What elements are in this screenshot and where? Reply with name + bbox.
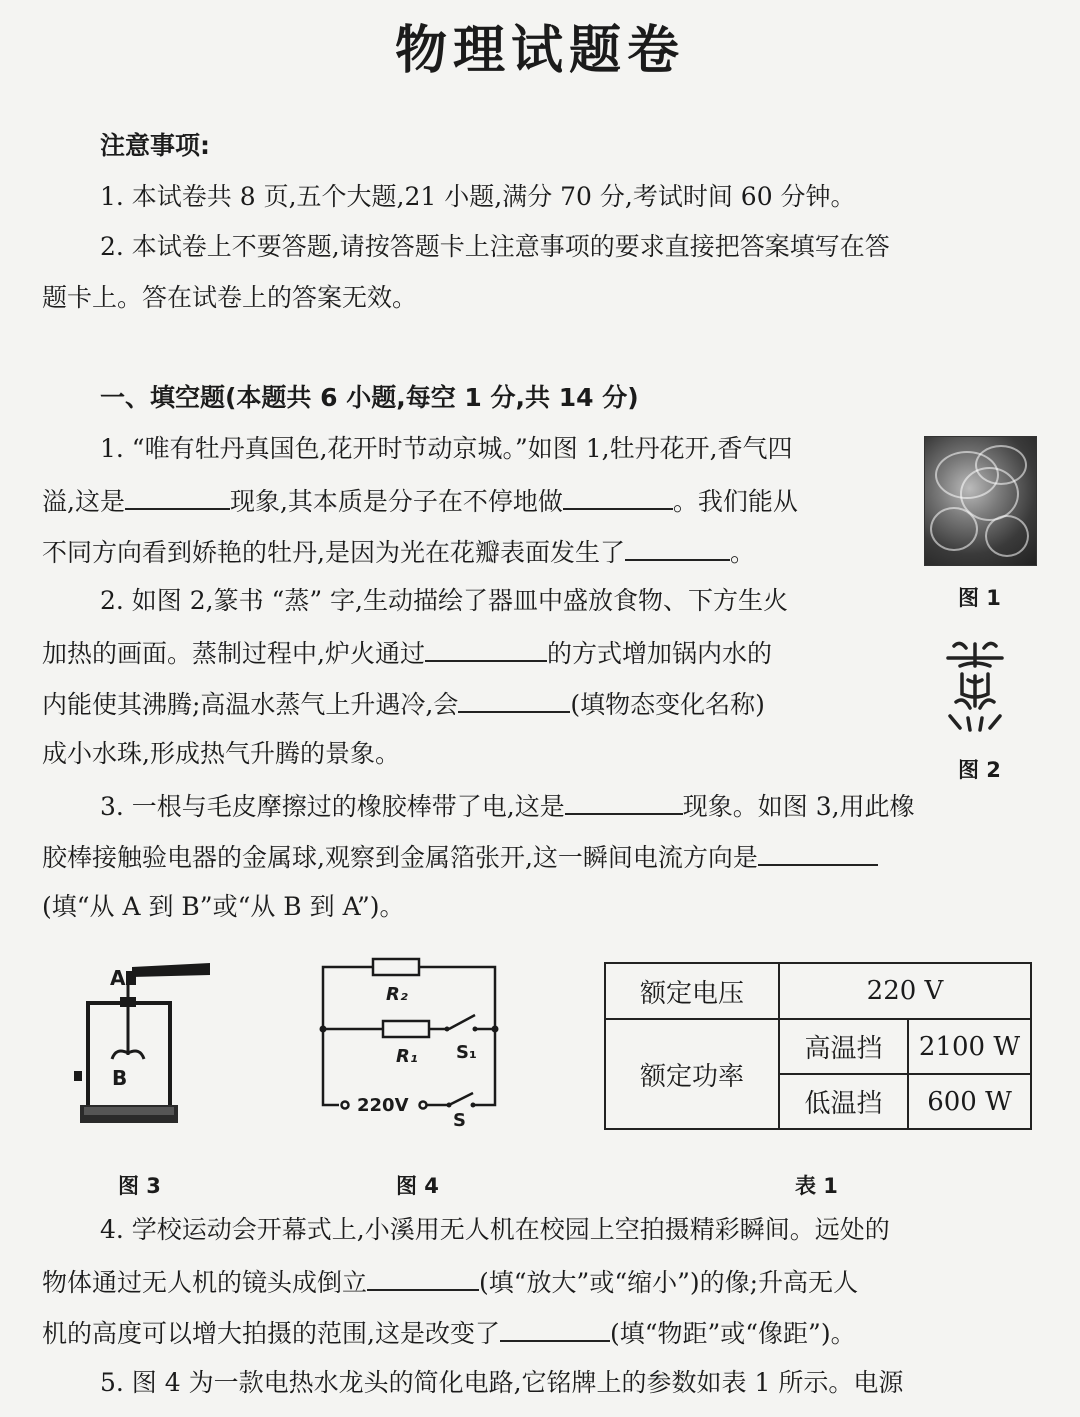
q1-line-3 (42, 535, 755, 569)
q1-text: 。我们能从 (672, 487, 798, 516)
section-heading: 一、填空题(本题共 6 小题,每空 1 分,共 14 分) (100, 383, 639, 412)
answer-blank[interactable] (500, 1316, 610, 1342)
figure-1-caption: 图 1 (958, 586, 1001, 610)
q4-line-1: 4. 学校运动会开幕式上,小溪用无人机在校园上空拍摄精彩瞬间。远处的 (100, 1215, 890, 1244)
q2-text: 的方式增加锅内水的 (546, 639, 772, 668)
q3-text: 胶棒接触验电器的金属球,观察到金属箔张开,这一瞬间电流方向是 (42, 843, 758, 872)
low-setting-value: 600 W (908, 1074, 1031, 1129)
q4-text: (填“放大”或“缩小”)的像;升高无人 (479, 1268, 859, 1297)
fig3-label-b: B (112, 1066, 128, 1090)
answer-blank[interactable] (625, 535, 730, 561)
q3-text: 现象。如图 3,用此橡 (682, 792, 915, 821)
table-1-caption: 表 1 (795, 1174, 838, 1198)
q2-line-1: 2. 如图 2,篆书 “蒸” 字,生动描绘了器皿中盛放食物、下方生火 (100, 586, 789, 615)
q4-text: 机的高度可以增大拍摄的范围,这是改变了 (42, 1319, 500, 1348)
page-title: 物理试题卷 (394, 21, 685, 81)
q2-line-4: 成小水珠,形成热气升腾的景象。 (42, 739, 400, 768)
high-setting-value: 2100 W (908, 1019, 1031, 1074)
figure-2-caption: 图 2 (958, 758, 1001, 782)
peony-photo (924, 436, 1037, 566)
fig3-label-a: A (110, 966, 126, 990)
fig4-label-s: S (453, 1110, 466, 1131)
fig4-label-s1: S₁ (456, 1042, 477, 1063)
q2-text: 内能使其沸腾;高温水蒸气上升遇冷,会 (42, 690, 459, 719)
spec-table (604, 962, 1032, 1130)
fig4-label-r1: R₁ (396, 1046, 418, 1067)
figure-4-caption: 图 4 (396, 1174, 439, 1198)
q2-text: (填物态变化名称) (570, 690, 765, 719)
notes-heading: 注意事项: (100, 131, 210, 160)
q4-text: (填“物距”或“像距”)。 (609, 1319, 856, 1348)
answer-blank[interactable] (425, 636, 547, 662)
rated-power-label: 额定功率 (605, 1019, 779, 1129)
answer-blank[interactable] (563, 484, 673, 510)
rated-voltage-value: 220 V (779, 963, 1031, 1019)
q4-line-3 (42, 1316, 856, 1350)
q2-line-2 (42, 636, 772, 670)
q5-line-1: 5. 图 4 为一款电热水龙头的简化电路,它铭牌上的参数如表 1 所示。电源 (100, 1368, 904, 1397)
q3-line-3: (填“从 A 到 B”或“从 B 到 A”)。 (42, 892, 405, 921)
answer-blank[interactable] (758, 840, 878, 866)
notes-item-1: 1. 本试卷共 8 页,五个大题,21 小题,满分 70 分,考试时间 60 分钟。 (100, 182, 856, 211)
fig4-label-r2: R₂ (386, 984, 408, 1005)
q1-line-2 (42, 484, 798, 518)
q4-text: 物体通过无人机的镜头成倒立 (42, 1268, 368, 1297)
q1-text: 溢,这是 (42, 487, 125, 516)
answer-blank[interactable] (458, 687, 570, 713)
q2-text: 加热的画面。蒸制过程中,炉火通过 (42, 639, 425, 668)
fig4-label-voltage: 220V (357, 1095, 409, 1116)
q1-text: 不同方向看到娇艳的牡丹,是因为光在花瓣表面发生了 (42, 538, 625, 567)
q3-line-1 (100, 789, 915, 823)
q3-line-2 (42, 840, 878, 874)
q3-text: 3. 一根与毛皮摩擦过的橡胶棒带了电,这是 (100, 792, 565, 821)
seal-script-zheng-icon (940, 636, 1010, 736)
q1-text: 。 (729, 538, 755, 567)
high-setting-label: 高温挡 (779, 1019, 908, 1074)
rated-voltage-label: 额定电压 (605, 963, 779, 1019)
electroscope-diagram (70, 955, 220, 1130)
answer-blank[interactable] (367, 1265, 479, 1291)
q1-text: 现象,其本质是分子在不停地做 (229, 487, 563, 516)
q1-line-1: 1. “唯有牡丹真国色,花开时节动京城。”如图 1,牡丹花开,香气四 (100, 434, 793, 463)
answer-blank[interactable] (125, 484, 230, 510)
answer-blank[interactable] (565, 789, 683, 815)
figure-3-caption: 图 3 (118, 1174, 161, 1198)
low-setting-label: 低温挡 (779, 1074, 908, 1129)
q4-line-2 (42, 1265, 858, 1299)
notes-item-2a: 2. 本试卷上不要答题,请按答题卡上注意事项的要求直接把答案填写在答 (100, 232, 890, 261)
notes-item-2b: 题卡上。答在试卷上的答案无效。 (42, 283, 418, 312)
q2-line-3 (42, 687, 765, 721)
